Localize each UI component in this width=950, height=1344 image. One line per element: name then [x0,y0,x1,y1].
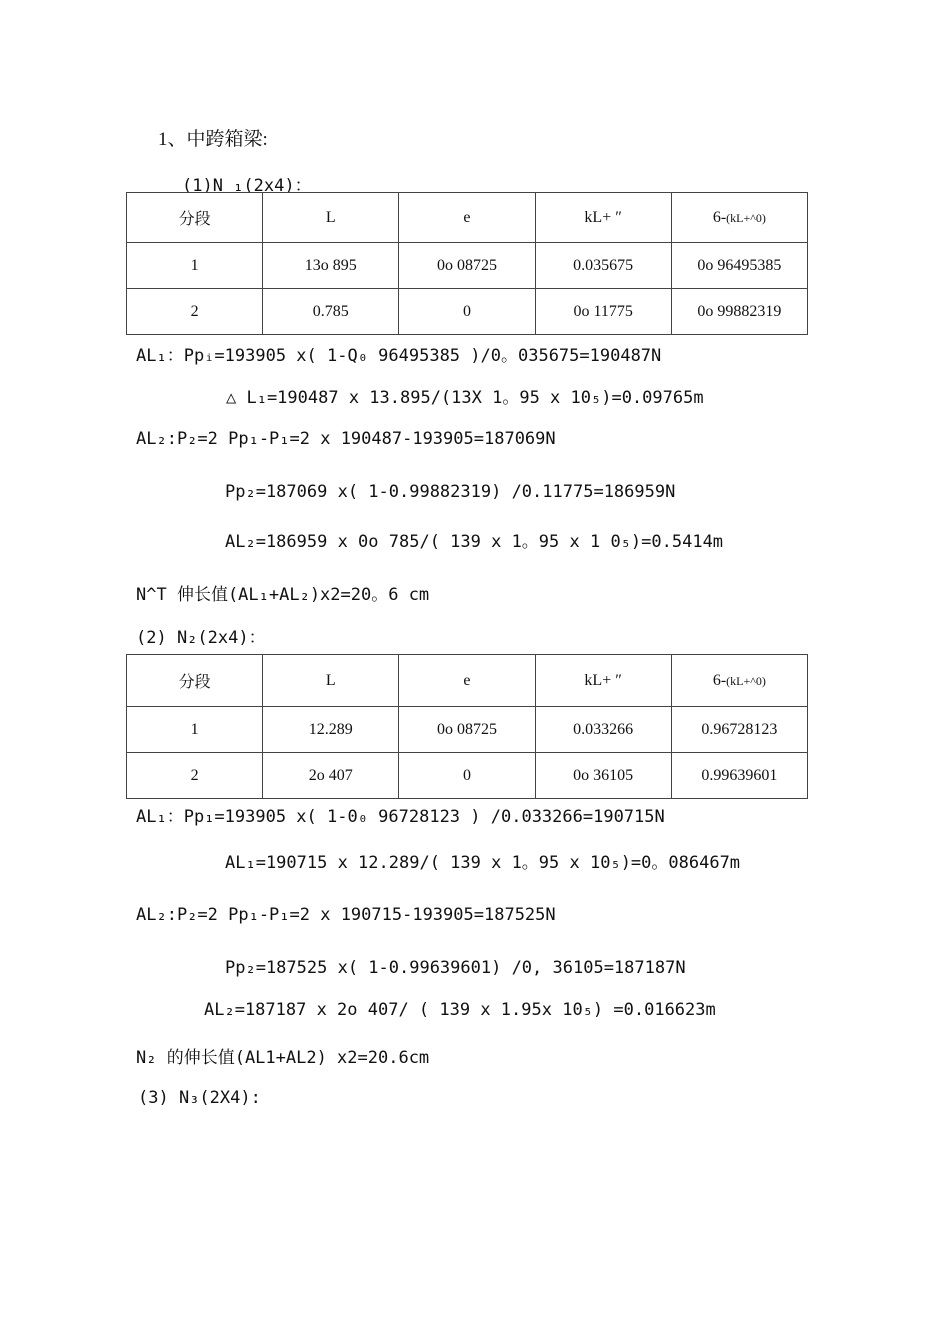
cell: 2 [127,289,263,335]
header-exp: 6-(kL+^0) [671,193,807,243]
n2-calc-line: AL₁：Pp₁=193905 x( 1-0₀ 96728123 ) /0.033266=190715N [136,807,665,827]
n3-title: (3) N₃(2X4): [138,1088,261,1108]
cell: 13o 895 [263,243,399,289]
section-title: 1、中跨箱梁: [158,129,268,150]
cell: 0 [399,289,535,335]
cell: 0o 99882319 [671,289,807,335]
header-l: L [263,655,399,707]
cell: 0.99639601 [671,753,807,799]
n2-total: N₂ 的伸长值(AL1+AL2) x2=20.6cm [136,1048,430,1068]
cell: 0o 08725 [399,707,535,753]
cell: 1 [127,707,263,753]
n1-calc-line: AL₁：Ppᵢ=193905 x( 1-Q₀ 96495385 )/0。035675=190487N [136,346,662,366]
n1-total: N^T 伸长值(AL₁+AL₂)x2=20。6 cm [136,585,430,605]
cell: 2 [127,753,263,799]
table-row [127,243,808,289]
cell: 0o 36105 [535,753,671,799]
cell: 0 [399,753,535,799]
header-kl: kL+ ″ [535,193,671,243]
header-exp: 6-(kL+^0) [671,655,807,707]
table-row [127,753,808,799]
n1-calc-line: AL₂=186959 x 0o 785/( 139 x 1。95 x 1 0₅)=0.5414m [225,532,724,552]
header-segment: 分段 [127,655,263,707]
table-header-row [127,193,808,243]
table-row [127,289,808,335]
n1-table [126,192,808,335]
cell: 0o 11775 [535,289,671,335]
table-row [127,707,808,753]
cell: 2o 407 [263,753,399,799]
n2-calc-line: AL₁=190715 x 12.289/( 139 x 1。95 x 10₅)=0。086467m [225,853,741,873]
cell: 0o 96495385 [671,243,807,289]
header-segment: 分段 [127,193,263,243]
header-kl: kL+ ″ [535,655,671,707]
n2-calc-line: AL₂:P₂=2 Pp₁-P₁=2 x 190715-193905=187525N [136,905,556,925]
n1-calc-line: △ L₁=190487 x 13.895/(13X 1。95 x 10₅)=0.09765m [226,388,704,408]
cell: 0.033266 [535,707,671,753]
cell: 0.035675 [535,243,671,289]
cell: 1 [127,243,263,289]
n2-calc-line: Pp₂=187525 x( 1-0.99639601) /0, 36105=187187N [225,958,686,978]
n1-title: (1)N ₁(2x4)： [182,176,312,196]
header-e: e [399,193,535,243]
n1-calc-line: Pp₂=187069 x( 1-0.99882319) /0.11775=186959N [225,482,676,502]
header-e: e [399,655,535,707]
cell: 0o 08725 [399,243,535,289]
n1-calc-line: AL₂:P₂=2 Pp₁-P₁=2 x 190487-193905=187069N [136,429,556,449]
cell: 0.785 [263,289,399,335]
n2-title: (2) N₂(2x4)： [136,628,266,648]
header-l: L [263,193,399,243]
n2-table [126,654,808,799]
cell: 12.289 [263,707,399,753]
cell: 0.96728123 [671,707,807,753]
table-header-row [127,655,808,707]
n2-calc-line: AL₂=187187 x 2o 407/ ( 139 x 1.95x 10₅) =0.016623m [204,1000,716,1020]
